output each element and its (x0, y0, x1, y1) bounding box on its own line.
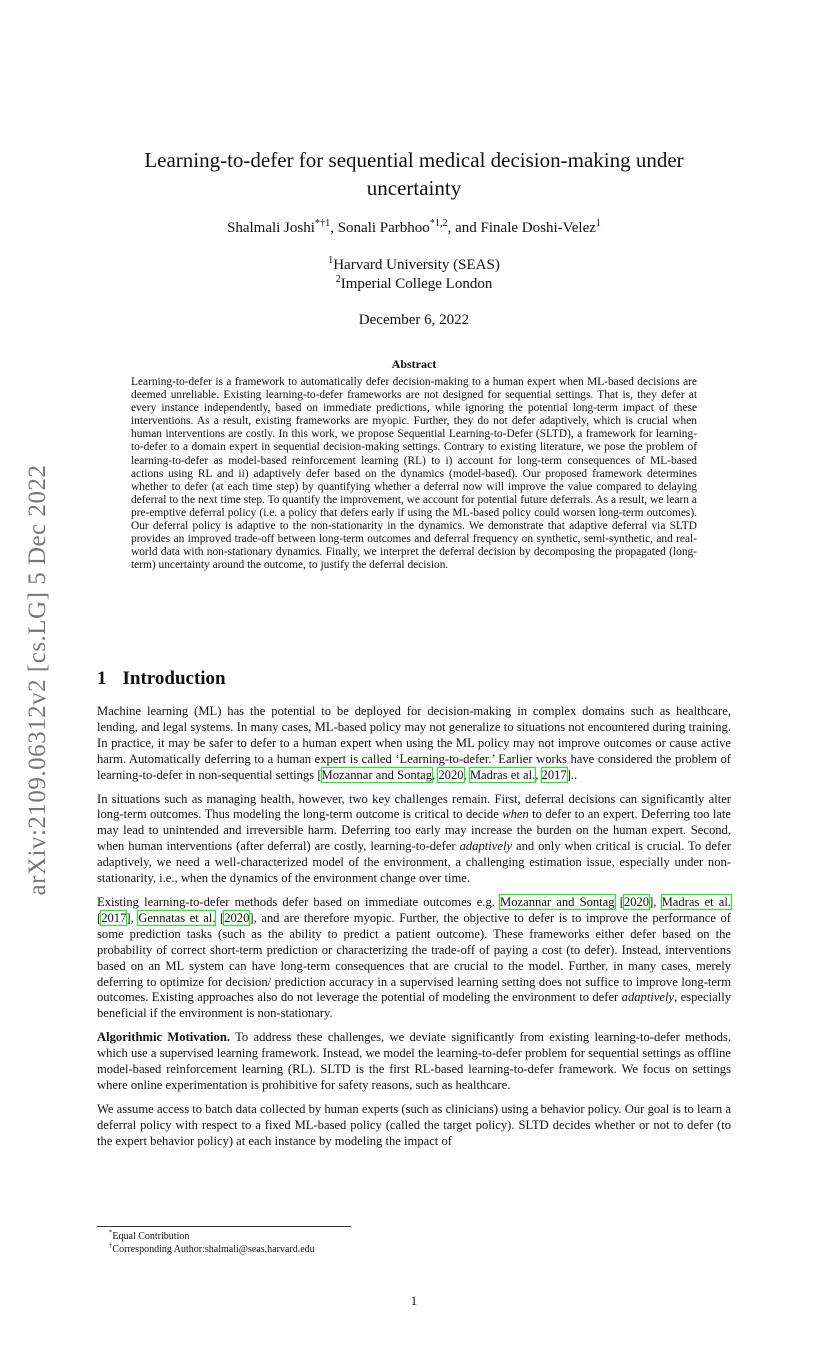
affiliation-list (97, 256, 731, 294)
paragraph-text: To address these challenges, we deviate significantly from existing learning-to-defer methods, which use a supervised learning framework. Instead, we model the learning-to-defer problem for sequential settings as offline model-based reinforcement learning (RL). SLTD is the first RL-based learning-to-defer framework. We focus on settings where online experimentation is prohibitive for safety reasons, such as healthcare. (97, 1030, 731, 1092)
paragraph-text: , especially beneficial if the environment is non-stationary. (97, 990, 731, 1021)
citation-separator: , (463, 767, 470, 782)
affiliation (97, 275, 731, 294)
page-number: 1 (410, 1293, 418, 1308)
emphasis: adaptively (621, 990, 675, 1005)
citation-separator: , (432, 767, 439, 782)
paragraph-text: Machine learning (ML) has the potential to be deployed for decision-making in complex domains such as healthcare, lending, and legal systems. In many cases, ML-based policy may not generalize to situations not encountered during training. In practice, it may be safer to defer to a human expert when using the ML policy may not improve outcomes or cause active harm. Automatically deferring to a human expert is called ‘Learning-to-defer.’ Earlier works have considered the problem of learning-to-defer in non-sequential settings [ (97, 704, 731, 782)
paragraph-text: and only when critical is crucial. To defer adaptively, we need a well-characterized model of the environment, a challenging estimation issue, especially under non-stationarity, i.e., when the dynamics of the environment change over time. (97, 839, 731, 886)
citation-link[interactable]: 2020 (224, 910, 250, 925)
citation-link[interactable]: Gennatas et al. (138, 910, 216, 925)
author-list (97, 220, 731, 237)
author-separator: , and (447, 220, 481, 236)
citation-link[interactable]: Madras et al. (661, 894, 731, 909)
author-superscript: *1,2 (429, 218, 448, 229)
section-title: Introduction (122, 668, 226, 689)
author-separator: , (330, 220, 338, 236)
paragraph-text: to defer to an expert. Deferring too late may lead to unintended and irreversible harm. Deferring too early may increase the burden on the human expert. Second, when human interventions (after deferral) are costly, learning-to-defer (97, 807, 731, 854)
paragraph-text: In situations such as managing health, however, two key challenges remain. First, deferral decisions can significantly alter long-term outcomes. Thus modeling the long-term outcome is critical to decide (97, 791, 731, 822)
affiliation (97, 256, 731, 275)
paragraph (97, 792, 731, 887)
arxiv-identifier: arXiv:2109.06312v2 [cs.LG] 5 Dec 2022 (24, 464, 51, 896)
emphasis: when (502, 807, 529, 822)
citation-link[interactable]: 2020 (623, 894, 650, 909)
abstract-text: Learning-to-defer is a framework to automatically defer decision-making to a human expert when ML-based decisions are deemed unreliable. Existing learning-to-defer frameworks are not designed for sequential settings. That is, they defer at every instance independently, based on immediate predictions, while ignoring the potential long-term impact of these interventions. As a result, existing frameworks are myopic. Further, they do not defer adaptively, which is crucial when human interventions are costly. In this work, we propose Sequential Learning-to-Defer (SLTD), a framework for learning-to-defer to a domain expert in sequential decision-making settings. Contrary to existing literature, we pose the problem of learning-to-defer as model-based reinforcement learning (RL) to i) account for long-term consequences of ML-based actions using RL and ii) adaptively defer based on the dynamics (model-based). Our proposed framework determines whether to defer (at each time step) by quantifying whether a deferral now will improve the value compared to delaying deferral to the next time step. To quantify the improvement, we account for potential future deferrals. As a result, we learn a pre-emptive deferral policy (i.e. a policy that defers early if using the ML-based policy could worsen long-term outcomes). Our deferral policy is adaptive to the non-stationarity in the dynamics. We demonstrate that adaptive deferral via SLTD provides an improved trade-off between long-term outcomes and deferral frequency on synthetic, semi-synthetic, and real-world data with non-stationary dynamics. Finally, we interpret the deferral decision by decomposing the propagated (long-term) uncertainty around the outcome, to justify the deferral decision. (131, 376, 697, 572)
footnote-text: Equal Contribution (112, 1231, 190, 1242)
affiliation-name: Imperial College London (340, 276, 493, 292)
paragraph-text: ], and are therefore myopic. Further, the objective to defer is to improve the performance of some prediction tasks (such as the ability to predict a patient outcome). These frameworks either defer based on the probability of correct short-term prediction or characterizing the trade-off of paying a cost (to defer). Instead, interventions based on an ML system can have long-term consequences that are crucial to the model. Further, in many cases, merely deferring to optimize for decision/ prediction accuracy in a supervised learning setting does not suffice to improve long-term outcomes. Existing approaches also do not leverage the potential of modeling the environment to defer (97, 910, 731, 1005)
paragraph: We assume access to batch data collected by human experts (such as clinicians) using a behavior policy. Our goal is to learn a deferral policy with respect to a fixed ML-based policy (called the target policy). SLTD decides whether or not to defer (to the expert behavior policy) at each instance by modeling the impact of (97, 1101, 731, 1148)
footnote-text: Corresponding Author:shalmali@seas.harvard.edu (112, 1244, 315, 1255)
author-name: Shalmali Joshi (226, 220, 315, 236)
author-superscript: *†1 (314, 218, 331, 229)
footnote-mark: * (109, 1229, 113, 1237)
affiliation-name: Harvard University (SEAS) (333, 257, 500, 273)
author-superscript: 1 (595, 218, 602, 229)
citation-link[interactable]: 2020 (438, 767, 464, 782)
footnote (109, 1243, 315, 1256)
emphasis: adaptively (459, 839, 513, 854)
body-text (97, 704, 731, 1158)
affiliation-superscript: 1 (328, 255, 334, 266)
paragraph (97, 1030, 731, 1094)
paragraph-text: Existing learning-to-defer methods defer based on immediate outcomes e.g. (97, 894, 501, 909)
citation-separator: ].. (566, 767, 578, 782)
paragraph-heading: Algorithmic Motivation. (97, 1030, 230, 1045)
section-heading (97, 668, 226, 690)
citation-separator: [ (614, 894, 624, 909)
arxiv-sidebar-stamp (18, 464, 58, 896)
footnote-rule (97, 1226, 351, 1227)
citation-link[interactable]: Madras et al. (469, 767, 536, 782)
abstract-heading: Abstract (391, 357, 437, 371)
paragraph (97, 704, 731, 784)
citation-separator: [ (215, 910, 225, 925)
footnotes (109, 1230, 315, 1256)
publication-date: December 6, 2022 (358, 312, 470, 328)
paper-title: Learning-to-defer for sequential medical decision-making under uncertainty (144, 148, 684, 200)
footnote (109, 1230, 315, 1243)
paragraph (97, 895, 731, 1022)
citation-separator: ], (649, 894, 662, 909)
citation-link[interactable]: Mozannar and Sontag (500, 894, 615, 909)
author-name: Sonali Parbhoo (337, 220, 430, 236)
author-name: Finale Doshi-Velez (480, 220, 596, 236)
affiliation-superscript: 2 (335, 274, 341, 285)
footnote-mark: † (109, 1242, 113, 1250)
citation-separator: , (535, 767, 542, 782)
citation-link[interactable]: 2017 (541, 767, 567, 782)
citation-separator: [ (97, 910, 102, 925)
citation-link[interactable]: Mozannar and Sontag (321, 767, 433, 782)
section-number: 1 (97, 668, 107, 689)
citation-separator: ], (126, 910, 139, 925)
citation-link[interactable]: 2017 (101, 910, 127, 925)
